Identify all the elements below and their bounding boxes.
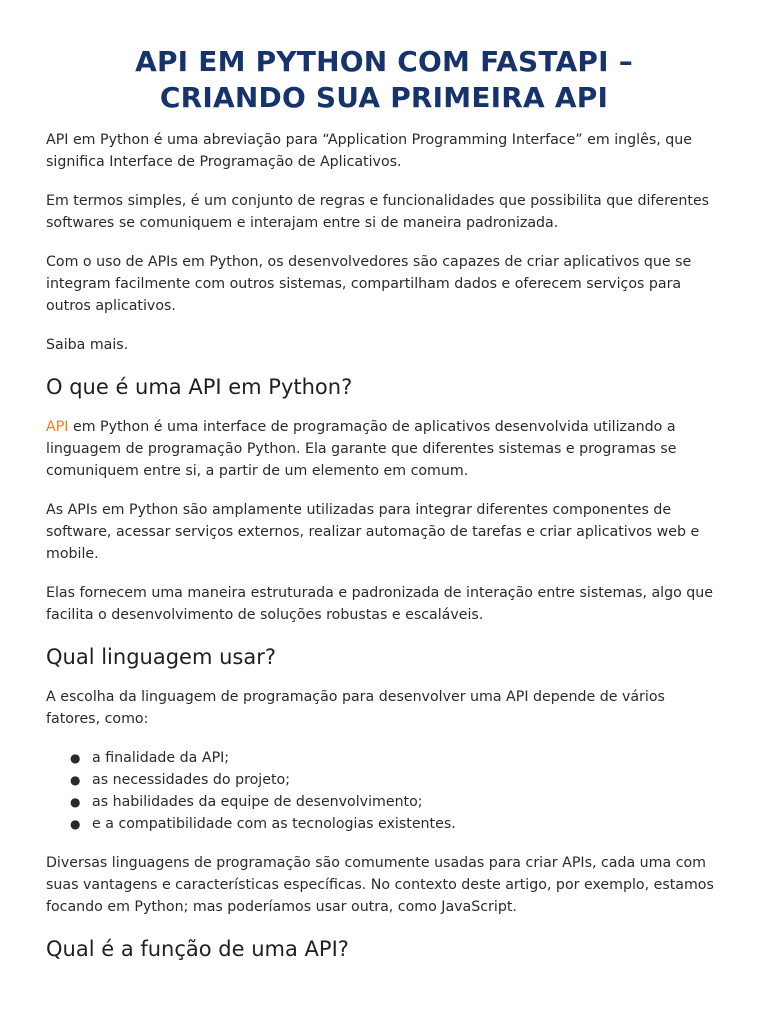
section-heading-which-language: Qual linguagem usar?	[46, 645, 276, 669]
api-link[interactable]: API	[46, 419, 69, 435]
page-title-line-1: API EM PYTHON COM FASTAPI –	[135, 45, 633, 78]
factors-list	[46, 747, 722, 835]
section1-paragraph-3: Elas fornecem uma maneira estruturada e padronizada de interação entre sistemas, algo que facilita o desenvolvimento de soluções robustas e escaláveis.	[46, 585, 714, 623]
section2-paragraph-1: A escolha da linguagem de programação para desenvolver uma API depende de vários fatores, como:	[46, 689, 665, 727]
list-item: ● as habilidades da equipe de desenvolvimento;	[92, 791, 722, 813]
section1-paragraph-1	[46, 416, 722, 482]
intro-paragraph-saiba-mais: Saiba mais.	[46, 337, 129, 353]
bullet-icon: ●	[70, 751, 81, 765]
bullet-icon: ●	[70, 773, 81, 787]
section-heading-api-function: Qual é a função de uma API?	[46, 937, 349, 961]
intro-paragraph-3: Com o uso de APIs em Python, os desenvolvedores são capazes de criar aplicativos que se integram facilmente com outros sistemas, compartilham dados e oferecem serviços para outros aplicativos.	[46, 254, 692, 314]
page-title-line-2: CRIANDO SUA PRIMEIRA API	[159, 81, 609, 114]
list-item: ● a finalidade da API;	[92, 747, 722, 769]
section1-paragraph-2: As APIs em Python são amplamente utilizadas para integrar diferentes componentes de software, acessar serviços externos, realizar automação de tarefas e criar aplicativos web e mobile.	[46, 502, 700, 562]
section2-paragraph-2: Diversas linguagens de programação são comumente usadas para criar APIs, cada uma com suas vantagens e características específicas. No contexto deste artigo, por exemplo, estamos focando em Python; mas poderíamos usar outra, como JavaScript.	[46, 855, 714, 915]
intro-paragraph-1: API em Python é uma abreviação para “Application Programming Interface” em inglês, que significa Interface de Programação de Aplicativos.	[46, 132, 692, 170]
section-heading-what-is-api: O que é uma API em Python?	[46, 375, 353, 399]
list-item: ● as necessidades do projeto;	[92, 769, 722, 791]
page-title	[46, 44, 722, 116]
section1-paragraph-1-text: em Python é uma interface de programação de aplicativos desenvolvida utilizando a linguagem de programação Python. Ela garante que diferentes sistemas e programas se comuniquem entre si, a partir de um elemento em comum.	[46, 419, 677, 479]
bullet-icon: ●	[70, 795, 81, 809]
intro-paragraph-2: Em termos simples, é um conjunto de regras e funcionalidades que possibilita que diferentes softwares se comuniquem e interajam entre si de maneira padronizada.	[46, 193, 710, 231]
bullet-icon: ●	[70, 817, 81, 831]
list-item: ● e a compatibilidade com as tecnologias existentes.	[92, 813, 722, 835]
